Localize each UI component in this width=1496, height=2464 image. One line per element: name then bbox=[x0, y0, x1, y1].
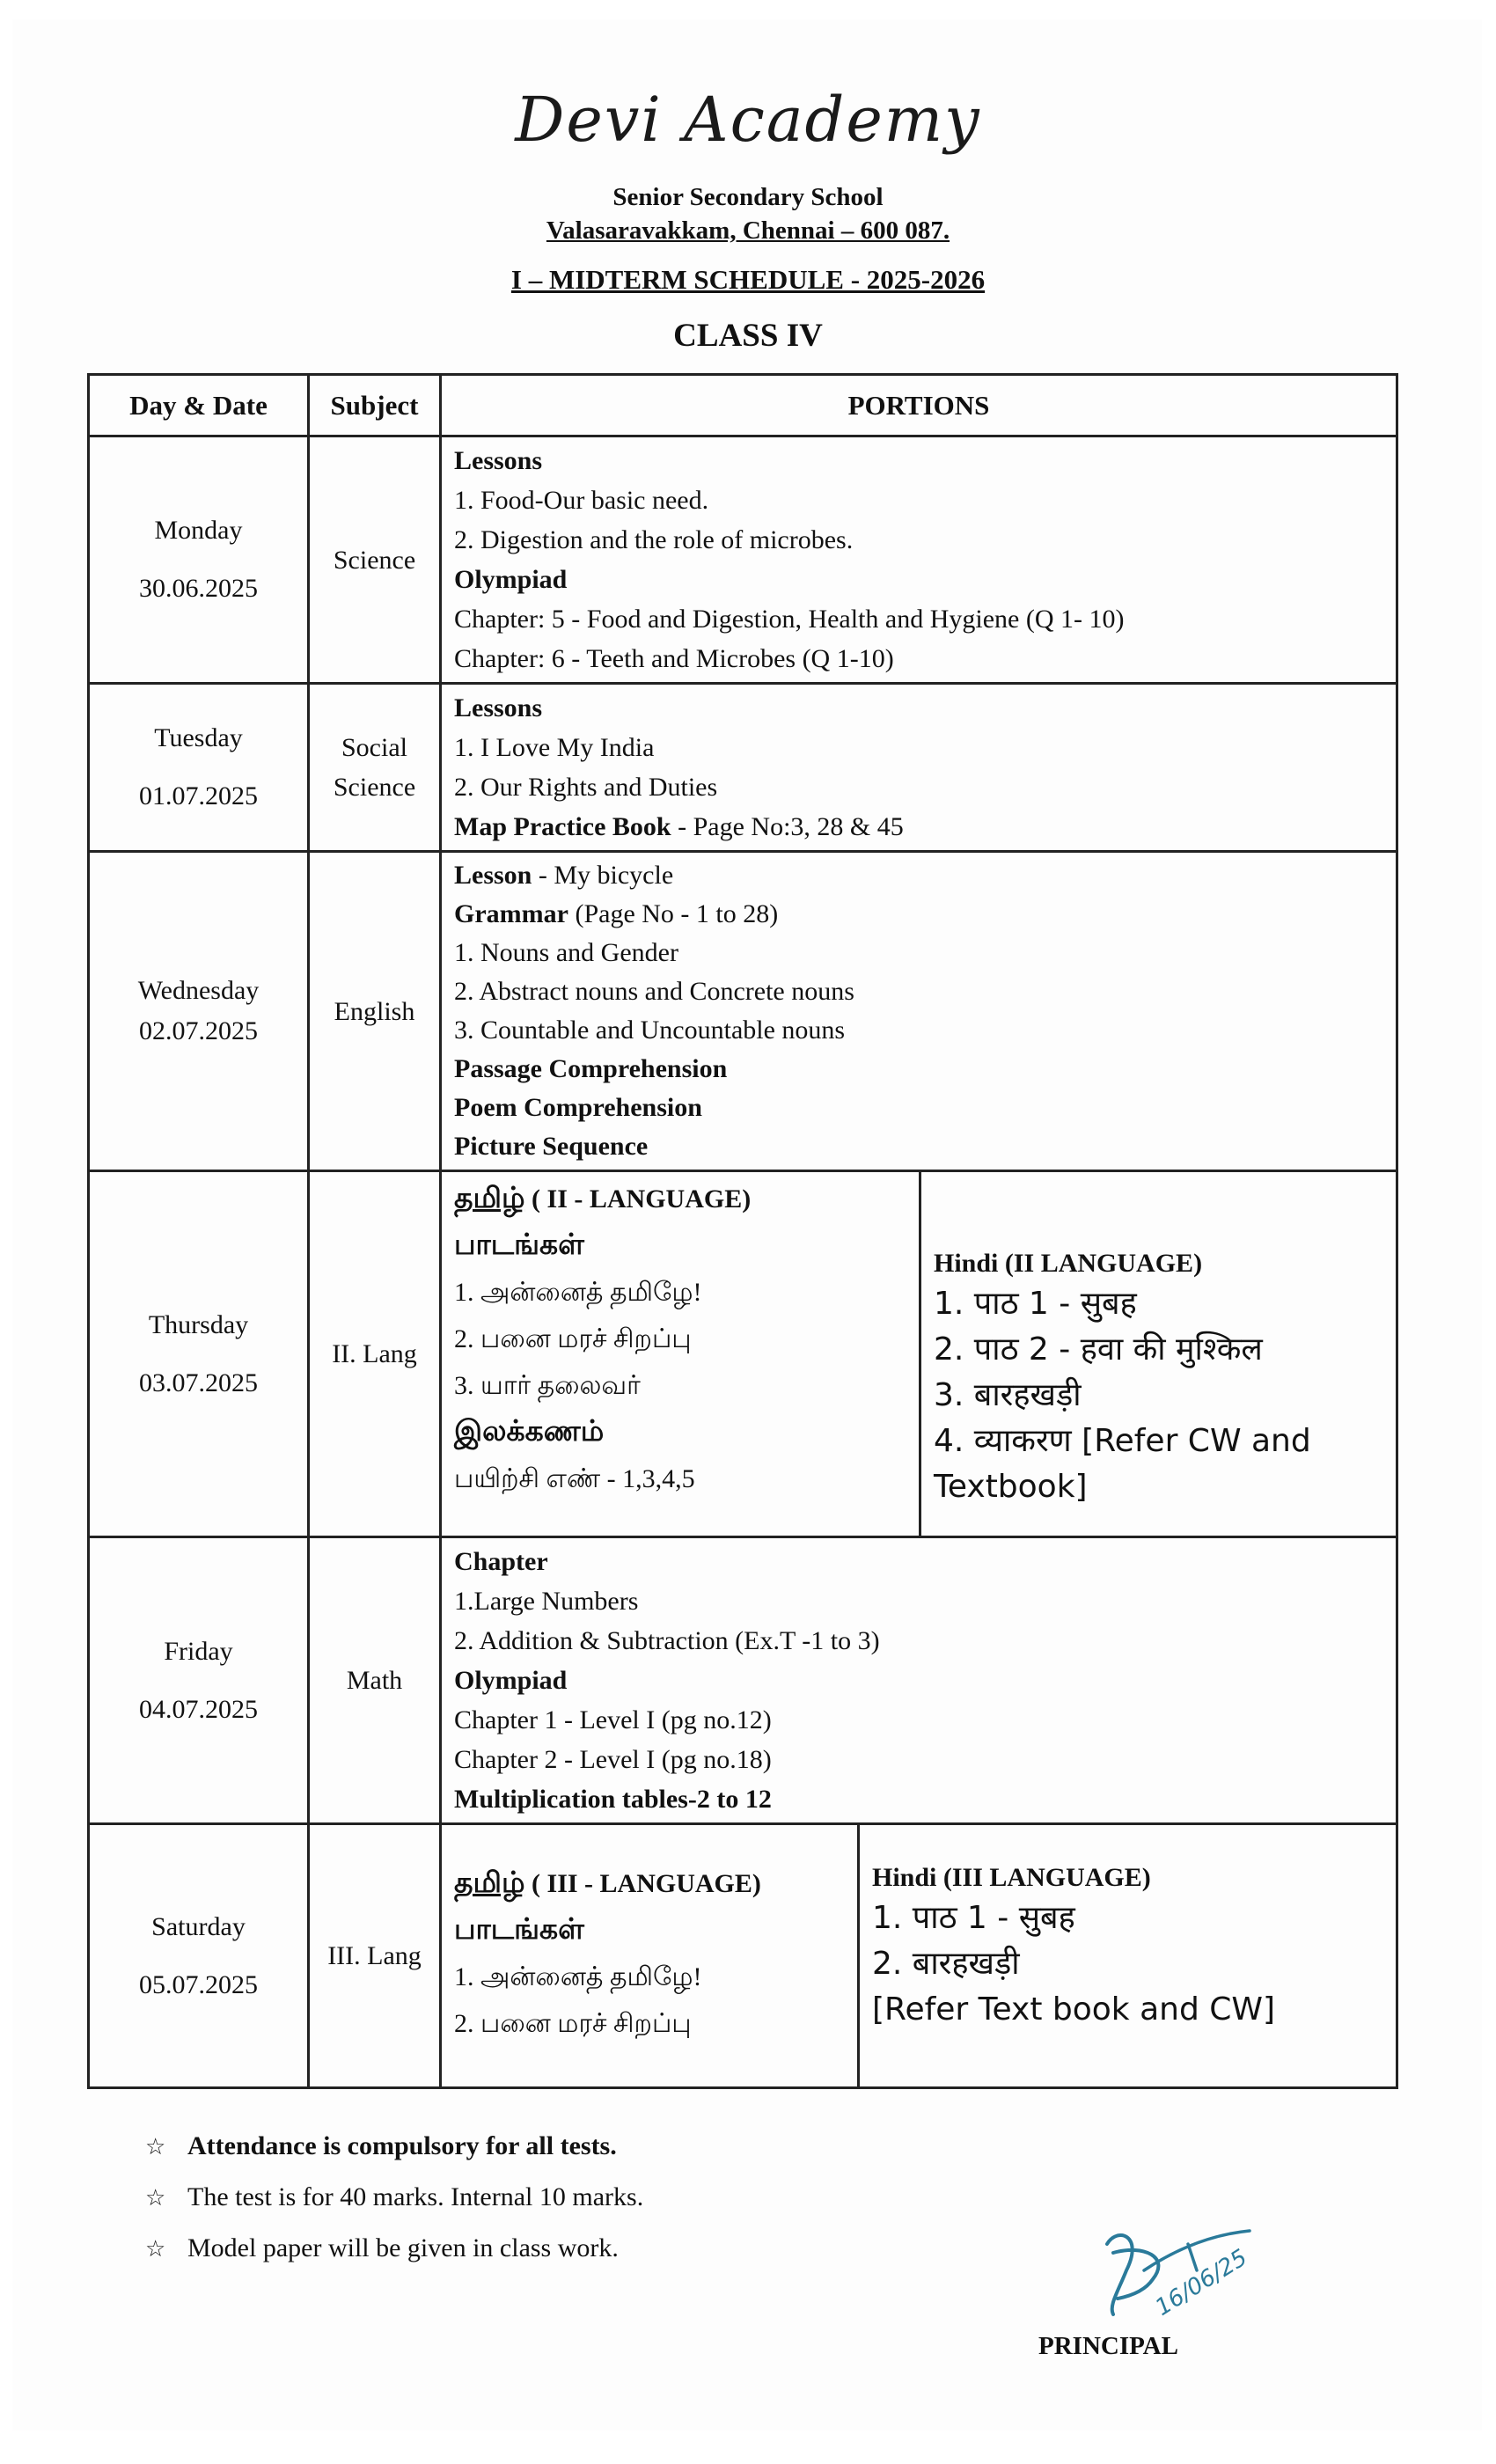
day-date-cell bbox=[89, 1171, 309, 1537]
handwritten-line: 1. पाठ 1 - सुबह bbox=[934, 1286, 1137, 1322]
portion-heading: Lessons bbox=[454, 693, 543, 722]
portion-heading: Picture Sequence bbox=[454, 1132, 649, 1161]
portions-cell bbox=[441, 1824, 1397, 2088]
hindi-portions bbox=[921, 1172, 1324, 1536]
tamil-title-suffix: ( III - LANGUAGE) bbox=[524, 1869, 761, 1898]
portion-line: 3. யார் தலைவர் bbox=[454, 1371, 641, 1400]
day-name: Friday bbox=[164, 1636, 233, 1666]
date-value: 02.07.2025 bbox=[139, 1016, 258, 1045]
handwritten-line: [Refer Text book and CW] bbox=[872, 1991, 1276, 2028]
portion-line: 1. Food-Our basic need. bbox=[454, 486, 709, 515]
star-outline-icon: ☆ bbox=[145, 2134, 166, 2160]
hindi-title: Hindi (III LANGUAGE) bbox=[872, 1863, 1151, 1892]
portions-cell bbox=[441, 684, 1397, 852]
school-address: Valasaravakkam, Chennai – 600 087. bbox=[546, 216, 950, 245]
academy-logo: Devi Academy bbox=[515, 84, 981, 156]
day-name: Saturday bbox=[151, 1911, 246, 1941]
day-name: Wednesday bbox=[137, 976, 260, 1005]
portion-text: (Page No - 1 to 28) bbox=[568, 899, 779, 928]
portion-bold: Map Practice Book bbox=[454, 812, 671, 841]
handwritten-line: 4. व्याकरण [Refer CW and bbox=[934, 1423, 1311, 1459]
portion-line: 3. Countable and Uncountable nouns bbox=[454, 1016, 846, 1045]
date-value: 03.07.2025 bbox=[139, 1368, 258, 1397]
portion-line: 2. பனை மரச் சிறப்பு bbox=[454, 2009, 692, 2038]
portion-line bbox=[454, 856, 1383, 895]
header-day-date: Day & Date bbox=[89, 375, 309, 436]
day-date-cell bbox=[89, 436, 309, 684]
subject-cell: Science bbox=[309, 436, 441, 684]
portion-line: Chapter 2 - Level I (pg no.18) bbox=[454, 1745, 772, 1774]
principal-label: PRINCIPAL bbox=[1038, 2332, 1178, 2360]
portion-heading: Olympiad bbox=[454, 1666, 568, 1695]
schedule-title: I – MIDTERM SCHEDULE - 2025-2026 bbox=[510, 264, 986, 295]
table-row bbox=[89, 1824, 1397, 2088]
day-date-cell bbox=[89, 852, 309, 1171]
portion-line: பயிற்சி எண் - 1,3,4,5 bbox=[454, 1464, 695, 1493]
date-value: 01.07.2025 bbox=[139, 781, 258, 810]
handwritten-line: 3. बारहखड़ी bbox=[934, 1377, 1082, 1413]
portion-line: Chapter: 6 - Teeth and Microbes (Q 1-10) bbox=[454, 644, 894, 673]
portion-line: 1. Nouns and Gender bbox=[454, 938, 678, 967]
portion-text: - Page No:3, 28 & 45 bbox=[671, 812, 904, 841]
star-outline-icon: ☆ bbox=[145, 2185, 166, 2211]
table-row bbox=[89, 1171, 1397, 1537]
star-outline-icon: ☆ bbox=[145, 2236, 166, 2262]
portions-cell bbox=[441, 1171, 1397, 1537]
portion-heading: Passage Comprehension bbox=[454, 1054, 728, 1083]
portions-cell bbox=[441, 852, 1397, 1171]
portion-heading: பாடங்கள் bbox=[454, 1914, 584, 1946]
portions-cell bbox=[441, 1537, 1397, 1824]
signature-date: 16/06/25 bbox=[1150, 2244, 1252, 2321]
handwritten-line: 2. पाठ 2 - हवा की मुश्किल bbox=[934, 1331, 1263, 1368]
tamil-portions bbox=[442, 1825, 860, 2086]
subject-line: Social bbox=[341, 733, 407, 762]
principal-signature bbox=[1091, 2218, 1285, 2332]
portion-line: 1.Large Numbers bbox=[454, 1587, 639, 1616]
table-row bbox=[89, 1537, 1397, 1824]
portion-line bbox=[454, 807, 1383, 847]
day-date-cell bbox=[89, 1824, 309, 2088]
portion-line: 1. அன்னைத் தமிழே! bbox=[454, 1962, 702, 1991]
table-header-row bbox=[89, 375, 1397, 436]
portion-line: Chapter: 5 - Food and Digestion, Health and Hygiene (Q 1- 10) bbox=[454, 605, 1125, 634]
tamil-portions bbox=[442, 1172, 921, 1536]
portions-cell bbox=[441, 436, 1397, 684]
portion-heading: Poem Comprehension bbox=[454, 1093, 702, 1122]
tamil-label: தமிழ் bbox=[454, 1183, 525, 1214]
hindi-title: Hindi (II LANGUAGE) bbox=[934, 1249, 1203, 1278]
portion-bold: Lesson bbox=[454, 861, 532, 890]
subject-line: Science bbox=[333, 773, 416, 802]
tamil-title bbox=[454, 1176, 906, 1222]
portion-line: Chapter 1 - Level I (pg no.12) bbox=[454, 1705, 772, 1734]
portion-text: - My bicycle bbox=[532, 861, 674, 890]
portion-heading: Chapter bbox=[454, 1547, 548, 1576]
portion-heading: Multiplication tables-2 to 12 bbox=[454, 1785, 772, 1814]
header-portions: PORTIONS bbox=[441, 375, 1397, 436]
subject-cell bbox=[309, 684, 441, 852]
portion-line bbox=[454, 895, 1383, 934]
list-item: ☆ The test is for 40 marks. Internal 10 marks. bbox=[145, 2172, 643, 2223]
tamil-title bbox=[454, 1860, 845, 1907]
portion-heading: பாடங்கள் bbox=[454, 1229, 584, 1261]
day-date-cell bbox=[89, 1537, 309, 1824]
list-item: ☆ Attendance is compulsory for all tests. bbox=[145, 2121, 643, 2172]
tamil-label: தமிழ் bbox=[454, 1867, 525, 1899]
subject-cell: English bbox=[309, 852, 441, 1171]
notes-list bbox=[145, 2121, 643, 2274]
class-title: CLASS IV bbox=[673, 318, 823, 354]
subject-cell: II. Lang bbox=[309, 1171, 441, 1537]
portion-line: 2. Our Rights and Duties bbox=[454, 773, 718, 802]
subject-cell: III. Lang bbox=[309, 1824, 441, 2088]
table-row bbox=[89, 684, 1397, 852]
handwritten-line: 2. बारहखड़ी bbox=[872, 1946, 1020, 1982]
list-item: ☆ Model paper will be given in class work. bbox=[145, 2223, 643, 2274]
portion-heading: Olympiad bbox=[454, 565, 568, 594]
handwritten-line: 1. पाठ 1 - सुबह bbox=[872, 1900, 1075, 1936]
day-date-cell bbox=[89, 684, 309, 852]
portion-heading: Lessons bbox=[454, 446, 543, 475]
day-name: Thursday bbox=[148, 1309, 249, 1339]
date-value: 05.07.2025 bbox=[139, 1969, 258, 1999]
date-value: 30.06.2025 bbox=[139, 574, 258, 603]
header-subject: Subject bbox=[309, 375, 441, 436]
school-type: Senior Secondary School bbox=[612, 183, 884, 211]
schedule-table bbox=[87, 373, 1398, 2089]
table-row bbox=[89, 436, 1397, 684]
date-value: 04.07.2025 bbox=[139, 1694, 258, 1724]
portion-line: 2. Digestion and the role of microbes. bbox=[454, 525, 854, 554]
tamil-title-suffix: ( II - LANGUAGE) bbox=[524, 1184, 752, 1214]
portion-line: 1. அன்னைத் தமிழே! bbox=[454, 1278, 702, 1307]
portion-line: 1. I Love My India bbox=[454, 733, 655, 762]
handwritten-line: Textbook] bbox=[934, 1469, 1088, 1505]
portion-line: 2. Addition & Subtraction (Ex.T -1 to 3) bbox=[454, 1626, 880, 1655]
portion-heading: இலக்கணம் bbox=[454, 1416, 605, 1448]
portion-line: 2. Abstract nouns and Concrete nouns bbox=[454, 977, 854, 1006]
day-name: Monday bbox=[154, 516, 243, 545]
table-row bbox=[89, 852, 1397, 1171]
portion-bold: Grammar bbox=[454, 899, 568, 928]
subject-cell: Math bbox=[309, 1537, 441, 1824]
day-name: Tuesday bbox=[154, 723, 243, 752]
hindi-portions bbox=[860, 1825, 1287, 2086]
portion-line: 2. பனை மரச் சிறப்பு bbox=[454, 1324, 692, 1353]
